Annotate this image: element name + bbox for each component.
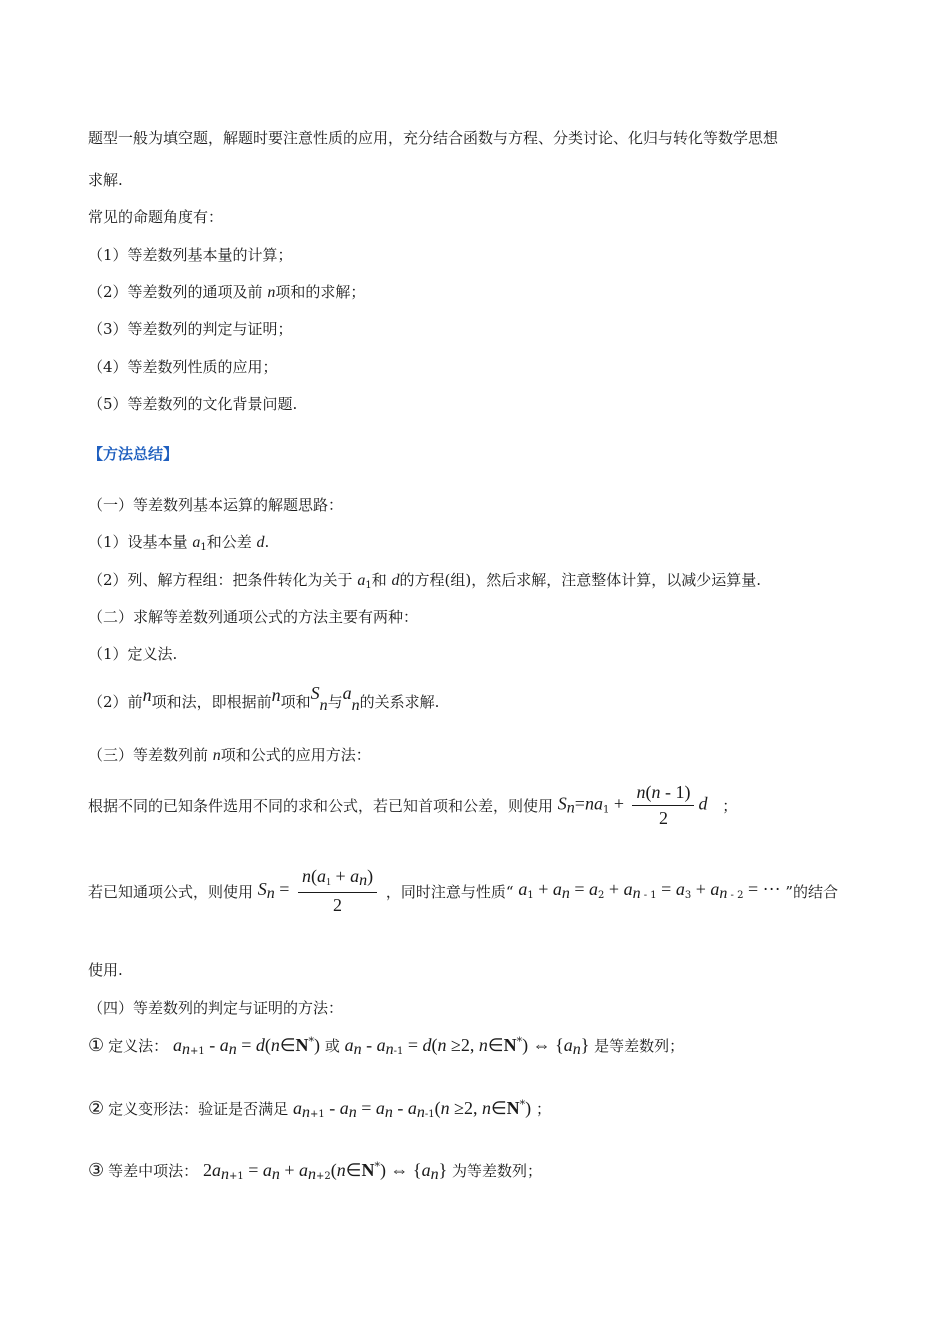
property-formula: $a_1 + a_n = a_2 + a_n$ $_{- 1} = a_3 + a_n$ $_{- 2}$ = ··· xyxy=(518,879,781,902)
sum-formula-1: $S_n=na_1$ + $\frac{n(n - 1)}{2}$ d xyxy=(557,782,708,828)
sec4-title: （四）等差数列的判定与证明的方法： xyxy=(88,999,344,1017)
definition-formula: $a_{n+1} - a_n$ = d(n∈N*) xyxy=(172,1035,321,1058)
angle-item: （3）等差数列的判定与证明； xyxy=(88,320,293,338)
sec1-title: （一）等差数列基本运算的解题思路： xyxy=(88,496,344,514)
sec4-method-2: ② 定义变形法：验证是否满足 $a_{n+1} - a_n = a_n - a_{n-1}(n \ge 2$, n∈N*) ； xyxy=(88,1098,551,1121)
intro-line-1: 题型一般为填空题，解题时要注意性质的应用，充分结合函数与方程、分类讨论、化归与转化等数学思想 xyxy=(88,129,779,147)
sec3-title: （三）等差数列前 n项和公式的应用方法： xyxy=(88,746,371,764)
sec4-method-3: ③ 等差中项法： $2a_{n+1} = a_n$ + $a_{n+2}(n\in N^*)$ ⇔ $\{a_n\}$ 为等差数列； xyxy=(88,1160,543,1183)
variant-formula: $a_{n+1} - a_n = a_n - a_{n-1}(n \ge 2$, n∈N*) xyxy=(292,1098,532,1121)
sec3-para-2: 若已知通项公式，则使用 $S_n$ = $\frac{n(a_1 + a_n)}{2}$ ，同时注意与性质“ $a_1 + a_n = a_2 + a_n$ $_{- 1} = a_3 + a_n$ $_{- 2}$ = ··· ”的结合 xyxy=(88,866,839,915)
sec1-step-1: （1）设基本量 $a_1$和公差 d. xyxy=(88,533,270,553)
sec2-step-1: （1）定义法. xyxy=(88,645,178,663)
sum-formula-2: $S_n$ = $\frac{n(a_1 + a_n)}{2}$ xyxy=(258,866,381,916)
angle-item: （2）等差数列的通项及前 n项和的求解； xyxy=(88,283,366,301)
angle-item: （4）等差数列性质的应用； xyxy=(88,358,278,376)
sec2-step-2: （2）前n项和法，即根据前n项和$S_n$与$a_n$的关系求解. xyxy=(88,683,440,714)
method-summary-heading: 【方法总结】 xyxy=(88,445,179,463)
angle-item: （1）等差数列基本量的计算； xyxy=(88,246,293,264)
sec1-step-2: （2）列、解方程组：把条件转化为关于 $a_1$和 d的方程(组)，然后求解，注意整体计算，以减少运算量. xyxy=(88,571,761,591)
angles-title: 常见的命题角度有： xyxy=(88,208,224,226)
sec2-title: （二）求解等差数列通项公式的方法主要有两种： xyxy=(88,608,419,626)
sec3-para-1: 根据不同的已知条件选用不同的求和公式，若已知首项和公差，则使用 $S_n=na_1$ + $\frac{n(n - 1)}{2}$ d ； xyxy=(88,782,738,828)
angle-item: （5）等差数列的文化背景问题. xyxy=(88,395,298,413)
sec3-para-3: 使用. xyxy=(88,961,123,979)
middle-term-formula: $2a_{n+1} = a_n$ + $a_{n+2}(n\in N^*)$ ⇔ $\{a_n\}$ xyxy=(202,1160,448,1183)
sec4-method-1: ① 定义法： $a_{n+1} - a_n$ = d(n∈N*) 或 $a_n - a_{n-1} = d(n \ge 2$, n∈N*) ⇔ $\{a_n\}$ 是等差数列； xyxy=(88,1035,685,1058)
intro-line-2: 求解. xyxy=(88,171,123,189)
